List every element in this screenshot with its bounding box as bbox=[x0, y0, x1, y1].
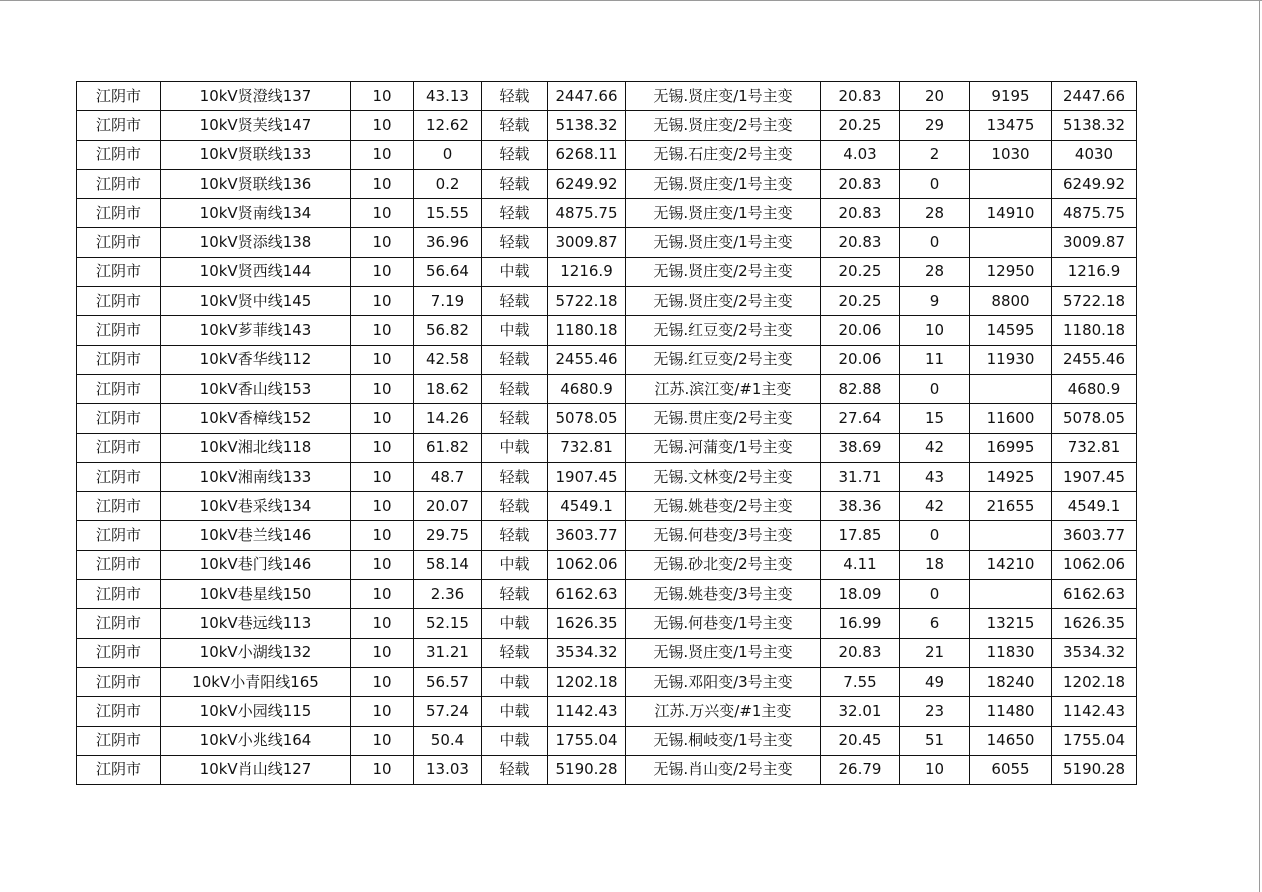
feeder-name-cell: 10kV贤西线144 bbox=[161, 257, 351, 286]
load-status-cell: 中载 bbox=[482, 550, 548, 579]
load-rate-cell: 42.58 bbox=[414, 345, 482, 374]
page-top-border bbox=[0, 0, 1262, 1]
voltage-cell: 10 bbox=[351, 492, 414, 521]
voltage-cell: 10 bbox=[351, 287, 414, 316]
load-rate-cell: 43.13 bbox=[414, 82, 482, 111]
city-cell: 江阴市 bbox=[77, 287, 161, 316]
transformer-cell: 江苏.滨江变/#1主变 bbox=[626, 374, 821, 403]
load-rate-cell: 57.24 bbox=[414, 697, 482, 726]
table-row bbox=[77, 521, 1137, 550]
city-cell: 江阴市 bbox=[77, 316, 161, 345]
city-cell: 江阴市 bbox=[77, 521, 161, 550]
load-status-cell: 轻载 bbox=[482, 374, 548, 403]
capacity-cell bbox=[970, 374, 1052, 403]
transformer-cell: 无锡.贤庄变/1号主变 bbox=[626, 638, 821, 667]
available-capacity-cell: 4875.75 bbox=[548, 199, 626, 228]
city-cell: 江阴市 bbox=[77, 755, 161, 784]
transformer-cell: 无锡.贤庄变/1号主变 bbox=[626, 82, 821, 111]
feeder-name-cell: 10kV贤芙线147 bbox=[161, 111, 351, 140]
transformer-rate-cell: 20.83 bbox=[821, 199, 900, 228]
available-capacity-cell: 5190.28 bbox=[548, 755, 626, 784]
voltage-cell: 10 bbox=[351, 228, 414, 257]
available-capacity-cell: 1216.9 bbox=[548, 257, 626, 286]
transformer-cell: 无锡.河蒲变/1号主变 bbox=[626, 433, 821, 462]
count-cell: 15 bbox=[900, 404, 970, 433]
city-cell: 江阴市 bbox=[77, 550, 161, 579]
margin-cell: 4030 bbox=[1052, 140, 1137, 169]
load-status-cell: 轻载 bbox=[482, 345, 548, 374]
city-cell: 江阴市 bbox=[77, 169, 161, 198]
load-rate-cell: 7.19 bbox=[414, 287, 482, 316]
city-cell: 江阴市 bbox=[77, 638, 161, 667]
count-cell: 18 bbox=[900, 550, 970, 579]
transformer-rate-cell: 20.83 bbox=[821, 228, 900, 257]
margin-cell: 4549.1 bbox=[1052, 492, 1137, 521]
transformer-rate-cell: 17.85 bbox=[821, 521, 900, 550]
count-cell: 21 bbox=[900, 638, 970, 667]
city-cell: 江阴市 bbox=[77, 140, 161, 169]
transformer-cell: 无锡.砂北变/2号主变 bbox=[626, 550, 821, 579]
margin-cell: 2447.66 bbox=[1052, 82, 1137, 111]
voltage-cell: 10 bbox=[351, 169, 414, 198]
transformer-rate-cell: 82.88 bbox=[821, 374, 900, 403]
transformer-cell: 江苏.万兴变/#1主变 bbox=[626, 697, 821, 726]
transformer-rate-cell: 20.06 bbox=[821, 345, 900, 374]
feeder-load-table bbox=[76, 81, 1137, 785]
feeder-name-cell: 10kV贤中线145 bbox=[161, 287, 351, 316]
table-row bbox=[77, 228, 1137, 257]
available-capacity-cell: 5722.18 bbox=[548, 287, 626, 316]
city-cell: 江阴市 bbox=[77, 726, 161, 755]
voltage-cell: 10 bbox=[351, 316, 414, 345]
available-capacity-cell: 3603.77 bbox=[548, 521, 626, 550]
city-cell: 江阴市 bbox=[77, 111, 161, 140]
table-row bbox=[77, 433, 1137, 462]
capacity-cell: 11600 bbox=[970, 404, 1052, 433]
voltage-cell: 10 bbox=[351, 580, 414, 609]
feeder-name-cell: 10kV小湖线132 bbox=[161, 638, 351, 667]
table-row bbox=[77, 726, 1137, 755]
margin-cell: 1626.35 bbox=[1052, 609, 1137, 638]
capacity-cell bbox=[970, 169, 1052, 198]
load-status-cell: 轻载 bbox=[482, 169, 548, 198]
city-cell: 江阴市 bbox=[77, 404, 161, 433]
table-row bbox=[77, 492, 1137, 521]
available-capacity-cell: 1202.18 bbox=[548, 667, 626, 696]
voltage-cell: 10 bbox=[351, 257, 414, 286]
voltage-cell: 10 bbox=[351, 140, 414, 169]
transformer-cell: 无锡.贤庄变/2号主变 bbox=[626, 257, 821, 286]
feeder-name-cell: 10kV巷远线113 bbox=[161, 609, 351, 638]
count-cell: 10 bbox=[900, 316, 970, 345]
voltage-cell: 10 bbox=[351, 462, 414, 491]
load-rate-cell: 15.55 bbox=[414, 199, 482, 228]
feeder-name-cell: 10kV贤南线134 bbox=[161, 199, 351, 228]
transformer-rate-cell: 4.11 bbox=[821, 550, 900, 579]
count-cell: 42 bbox=[900, 433, 970, 462]
voltage-cell: 10 bbox=[351, 82, 414, 111]
count-cell: 0 bbox=[900, 580, 970, 609]
city-cell: 江阴市 bbox=[77, 228, 161, 257]
table-row bbox=[77, 140, 1137, 169]
transformer-rate-cell: 20.83 bbox=[821, 638, 900, 667]
capacity-cell: 6055 bbox=[970, 755, 1052, 784]
feeder-name-cell: 10kV湘北线118 bbox=[161, 433, 351, 462]
load-status-cell: 中载 bbox=[482, 609, 548, 638]
transformer-cell: 无锡.何巷变/3号主变 bbox=[626, 521, 821, 550]
city-cell: 江阴市 bbox=[77, 462, 161, 491]
load-rate-cell: 48.7 bbox=[414, 462, 482, 491]
transformer-rate-cell: 38.69 bbox=[821, 433, 900, 462]
margin-cell: 3534.32 bbox=[1052, 638, 1137, 667]
transformer-cell: 无锡.姚巷变/2号主变 bbox=[626, 492, 821, 521]
available-capacity-cell: 2455.46 bbox=[548, 345, 626, 374]
capacity-cell bbox=[970, 580, 1052, 609]
transformer-rate-cell: 38.36 bbox=[821, 492, 900, 521]
capacity-cell: 18240 bbox=[970, 667, 1052, 696]
capacity-cell: 11480 bbox=[970, 697, 1052, 726]
load-rate-cell: 0 bbox=[414, 140, 482, 169]
table-row bbox=[77, 169, 1137, 198]
load-rate-cell: 14.26 bbox=[414, 404, 482, 433]
transformer-cell: 无锡.贤庄变/1号主变 bbox=[626, 199, 821, 228]
load-rate-cell: 20.07 bbox=[414, 492, 482, 521]
load-status-cell: 中载 bbox=[482, 697, 548, 726]
table-row bbox=[77, 111, 1137, 140]
capacity-cell: 14595 bbox=[970, 316, 1052, 345]
voltage-cell: 10 bbox=[351, 697, 414, 726]
count-cell: 42 bbox=[900, 492, 970, 521]
transformer-cell: 无锡.贤庄变/2号主变 bbox=[626, 287, 821, 316]
margin-cell: 5138.32 bbox=[1052, 111, 1137, 140]
count-cell: 10 bbox=[900, 755, 970, 784]
capacity-cell bbox=[970, 228, 1052, 257]
city-cell: 江阴市 bbox=[77, 697, 161, 726]
margin-cell: 1062.06 bbox=[1052, 550, 1137, 579]
available-capacity-cell: 732.81 bbox=[548, 433, 626, 462]
capacity-cell: 11930 bbox=[970, 345, 1052, 374]
margin-cell: 4680.9 bbox=[1052, 374, 1137, 403]
count-cell: 2 bbox=[900, 140, 970, 169]
city-cell: 江阴市 bbox=[77, 609, 161, 638]
transformer-rate-cell: 16.99 bbox=[821, 609, 900, 638]
feeder-name-cell: 10kV巷星线150 bbox=[161, 580, 351, 609]
available-capacity-cell: 6162.63 bbox=[548, 580, 626, 609]
margin-cell: 1907.45 bbox=[1052, 462, 1137, 491]
transformer-rate-cell: 20.25 bbox=[821, 111, 900, 140]
count-cell: 29 bbox=[900, 111, 970, 140]
city-cell: 江阴市 bbox=[77, 199, 161, 228]
table-row bbox=[77, 374, 1137, 403]
count-cell: 0 bbox=[900, 228, 970, 257]
margin-cell: 2455.46 bbox=[1052, 345, 1137, 374]
load-rate-cell: 31.21 bbox=[414, 638, 482, 667]
load-rate-cell: 29.75 bbox=[414, 521, 482, 550]
count-cell: 20 bbox=[900, 82, 970, 111]
capacity-cell: 8800 bbox=[970, 287, 1052, 316]
feeder-name-cell: 10kV小园线115 bbox=[161, 697, 351, 726]
load-rate-cell: 56.57 bbox=[414, 667, 482, 696]
available-capacity-cell: 2447.66 bbox=[548, 82, 626, 111]
table-row bbox=[77, 257, 1137, 286]
feeder-name-cell: 10kV湘南线133 bbox=[161, 462, 351, 491]
margin-cell: 5722.18 bbox=[1052, 287, 1137, 316]
feeder-name-cell: 10kV香华线112 bbox=[161, 345, 351, 374]
transformer-rate-cell: 31.71 bbox=[821, 462, 900, 491]
transformer-cell: 无锡.文林变/2号主变 bbox=[626, 462, 821, 491]
available-capacity-cell: 1907.45 bbox=[548, 462, 626, 491]
transformer-rate-cell: 4.03 bbox=[821, 140, 900, 169]
count-cell: 0 bbox=[900, 169, 970, 198]
margin-cell: 732.81 bbox=[1052, 433, 1137, 462]
load-rate-cell: 61.82 bbox=[414, 433, 482, 462]
transformer-cell: 无锡.红豆变/2号主变 bbox=[626, 316, 821, 345]
table-row bbox=[77, 609, 1137, 638]
feeder-name-cell: 10kV香山线153 bbox=[161, 374, 351, 403]
transformer-rate-cell: 20.45 bbox=[821, 726, 900, 755]
table-row bbox=[77, 82, 1137, 111]
available-capacity-cell: 4549.1 bbox=[548, 492, 626, 521]
transformer-rate-cell: 18.09 bbox=[821, 580, 900, 609]
city-cell: 江阴市 bbox=[77, 492, 161, 521]
feeder-name-cell: 10kV小青阳线165 bbox=[161, 667, 351, 696]
voltage-cell: 10 bbox=[351, 521, 414, 550]
load-status-cell: 中载 bbox=[482, 257, 548, 286]
count-cell: 0 bbox=[900, 374, 970, 403]
feeder-name-cell: 10kV巷兰线146 bbox=[161, 521, 351, 550]
feeder-name-cell: 10kV贤澄线137 bbox=[161, 82, 351, 111]
city-cell: 江阴市 bbox=[77, 433, 161, 462]
available-capacity-cell: 1062.06 bbox=[548, 550, 626, 579]
table-row bbox=[77, 287, 1137, 316]
count-cell: 28 bbox=[900, 199, 970, 228]
transformer-cell: 无锡.肖山变/2号主变 bbox=[626, 755, 821, 784]
load-rate-cell: 56.82 bbox=[414, 316, 482, 345]
load-status-cell: 轻载 bbox=[482, 521, 548, 550]
city-cell: 江阴市 bbox=[77, 580, 161, 609]
load-status-cell: 轻载 bbox=[482, 111, 548, 140]
transformer-cell: 无锡.贤庄变/1号主变 bbox=[626, 228, 821, 257]
load-status-cell: 中载 bbox=[482, 433, 548, 462]
load-status-cell: 中载 bbox=[482, 726, 548, 755]
available-capacity-cell: 3534.32 bbox=[548, 638, 626, 667]
load-status-cell: 轻载 bbox=[482, 140, 548, 169]
transformer-rate-cell: 27.64 bbox=[821, 404, 900, 433]
count-cell: 0 bbox=[900, 521, 970, 550]
transformer-rate-cell: 20.83 bbox=[821, 169, 900, 198]
count-cell: 49 bbox=[900, 667, 970, 696]
voltage-cell: 10 bbox=[351, 404, 414, 433]
capacity-cell: 13475 bbox=[970, 111, 1052, 140]
load-status-cell: 轻载 bbox=[482, 638, 548, 667]
available-capacity-cell: 6268.11 bbox=[548, 140, 626, 169]
feeder-name-cell: 10kV贤联线133 bbox=[161, 140, 351, 169]
margin-cell: 1202.18 bbox=[1052, 667, 1137, 696]
count-cell: 6 bbox=[900, 609, 970, 638]
page-right-border bbox=[1259, 0, 1260, 892]
transformer-cell: 无锡.红豆变/2号主变 bbox=[626, 345, 821, 374]
margin-cell: 3603.77 bbox=[1052, 521, 1137, 550]
available-capacity-cell: 1755.04 bbox=[548, 726, 626, 755]
capacity-cell: 14650 bbox=[970, 726, 1052, 755]
transformer-cell: 无锡.贤庄变/1号主变 bbox=[626, 169, 821, 198]
feeder-name-cell: 10kV贤添线138 bbox=[161, 228, 351, 257]
available-capacity-cell: 4680.9 bbox=[548, 374, 626, 403]
voltage-cell: 10 bbox=[351, 755, 414, 784]
capacity-cell: 1030 bbox=[970, 140, 1052, 169]
margin-cell: 5078.05 bbox=[1052, 404, 1137, 433]
feeder-name-cell: 10kV小兆线164 bbox=[161, 726, 351, 755]
available-capacity-cell: 6249.92 bbox=[548, 169, 626, 198]
capacity-cell: 9195 bbox=[970, 82, 1052, 111]
capacity-cell: 14910 bbox=[970, 199, 1052, 228]
load-status-cell: 轻载 bbox=[482, 228, 548, 257]
load-rate-cell: 13.03 bbox=[414, 755, 482, 784]
transformer-rate-cell: 20.25 bbox=[821, 287, 900, 316]
capacity-cell bbox=[970, 521, 1052, 550]
table-row bbox=[77, 199, 1137, 228]
count-cell: 11 bbox=[900, 345, 970, 374]
load-status-cell: 轻载 bbox=[482, 404, 548, 433]
margin-cell: 4875.75 bbox=[1052, 199, 1137, 228]
transformer-cell: 无锡.桐岐变/1号主变 bbox=[626, 726, 821, 755]
transformer-cell: 无锡.何巷变/1号主变 bbox=[626, 609, 821, 638]
available-capacity-cell: 1180.18 bbox=[548, 316, 626, 345]
margin-cell: 3009.87 bbox=[1052, 228, 1137, 257]
table-body bbox=[77, 82, 1137, 785]
table-row bbox=[77, 667, 1137, 696]
load-rate-cell: 2.36 bbox=[414, 580, 482, 609]
city-cell: 江阴市 bbox=[77, 257, 161, 286]
transformer-cell: 无锡.姚巷变/3号主变 bbox=[626, 580, 821, 609]
margin-cell: 5190.28 bbox=[1052, 755, 1137, 784]
capacity-cell: 16995 bbox=[970, 433, 1052, 462]
feeder-name-cell: 10kV香樟线152 bbox=[161, 404, 351, 433]
load-status-cell: 中载 bbox=[482, 316, 548, 345]
count-cell: 28 bbox=[900, 257, 970, 286]
count-cell: 51 bbox=[900, 726, 970, 755]
load-status-cell: 轻载 bbox=[482, 82, 548, 111]
transformer-rate-cell: 26.79 bbox=[821, 755, 900, 784]
load-rate-cell: 36.96 bbox=[414, 228, 482, 257]
load-status-cell: 轻载 bbox=[482, 755, 548, 784]
transformer-cell: 无锡.贤庄变/2号主变 bbox=[626, 111, 821, 140]
count-cell: 23 bbox=[900, 697, 970, 726]
capacity-cell: 12950 bbox=[970, 257, 1052, 286]
available-capacity-cell: 1626.35 bbox=[548, 609, 626, 638]
voltage-cell: 10 bbox=[351, 111, 414, 140]
load-rate-cell: 18.62 bbox=[414, 374, 482, 403]
load-status-cell: 轻载 bbox=[482, 492, 548, 521]
load-rate-cell: 0.2 bbox=[414, 169, 482, 198]
transformer-rate-cell: 20.06 bbox=[821, 316, 900, 345]
table-row bbox=[77, 345, 1137, 374]
voltage-cell: 10 bbox=[351, 550, 414, 579]
load-rate-cell: 58.14 bbox=[414, 550, 482, 579]
table-row bbox=[77, 755, 1137, 784]
capacity-cell: 14925 bbox=[970, 462, 1052, 491]
load-status-cell: 轻载 bbox=[482, 462, 548, 491]
capacity-cell: 13215 bbox=[970, 609, 1052, 638]
margin-cell: 6249.92 bbox=[1052, 169, 1137, 198]
load-rate-cell: 50.4 bbox=[414, 726, 482, 755]
feeder-name-cell: 10kV巷采线134 bbox=[161, 492, 351, 521]
available-capacity-cell: 3009.87 bbox=[548, 228, 626, 257]
available-capacity-cell: 5138.32 bbox=[548, 111, 626, 140]
voltage-cell: 10 bbox=[351, 345, 414, 374]
city-cell: 江阴市 bbox=[77, 345, 161, 374]
count-cell: 43 bbox=[900, 462, 970, 491]
load-rate-cell: 12.62 bbox=[414, 111, 482, 140]
city-cell: 江阴市 bbox=[77, 667, 161, 696]
load-rate-cell: 52.15 bbox=[414, 609, 482, 638]
margin-cell: 1755.04 bbox=[1052, 726, 1137, 755]
voltage-cell: 10 bbox=[351, 433, 414, 462]
voltage-cell: 10 bbox=[351, 609, 414, 638]
city-cell: 江阴市 bbox=[77, 374, 161, 403]
load-rate-cell: 56.64 bbox=[414, 257, 482, 286]
voltage-cell: 10 bbox=[351, 667, 414, 696]
margin-cell: 6162.63 bbox=[1052, 580, 1137, 609]
margin-cell: 1180.18 bbox=[1052, 316, 1137, 345]
feeder-name-cell: 10kV肖山线127 bbox=[161, 755, 351, 784]
city-cell: 江阴市 bbox=[77, 82, 161, 111]
load-status-cell: 轻载 bbox=[482, 287, 548, 316]
transformer-cell: 无锡.贯庄变/2号主变 bbox=[626, 404, 821, 433]
voltage-cell: 10 bbox=[351, 638, 414, 667]
transformer-rate-cell: 7.55 bbox=[821, 667, 900, 696]
voltage-cell: 10 bbox=[351, 374, 414, 403]
voltage-cell: 10 bbox=[351, 726, 414, 755]
capacity-cell: 21655 bbox=[970, 492, 1052, 521]
table-row bbox=[77, 462, 1137, 491]
load-status-cell: 轻载 bbox=[482, 580, 548, 609]
capacity-cell: 11830 bbox=[970, 638, 1052, 667]
capacity-cell: 14210 bbox=[970, 550, 1052, 579]
transformer-rate-cell: 20.25 bbox=[821, 257, 900, 286]
available-capacity-cell: 1142.43 bbox=[548, 697, 626, 726]
margin-cell: 1216.9 bbox=[1052, 257, 1137, 286]
transformer-cell: 无锡.石庄变/2号主变 bbox=[626, 140, 821, 169]
table-row bbox=[77, 316, 1137, 345]
voltage-cell: 10 bbox=[351, 199, 414, 228]
feeder-name-cell: 10kV巷门线146 bbox=[161, 550, 351, 579]
count-cell: 9 bbox=[900, 287, 970, 316]
transformer-rate-cell: 20.83 bbox=[821, 82, 900, 111]
transformer-rate-cell: 32.01 bbox=[821, 697, 900, 726]
table-row bbox=[77, 580, 1137, 609]
feeder-name-cell: 10kV芗菲线143 bbox=[161, 316, 351, 345]
table-row bbox=[77, 550, 1137, 579]
margin-cell: 1142.43 bbox=[1052, 697, 1137, 726]
feeder-name-cell: 10kV贤联线136 bbox=[161, 169, 351, 198]
load-status-cell: 中载 bbox=[482, 667, 548, 696]
table-row bbox=[77, 638, 1137, 667]
transformer-cell: 无锡.邓阳变/3号主变 bbox=[626, 667, 821, 696]
table-row bbox=[77, 697, 1137, 726]
load-status-cell: 轻载 bbox=[482, 199, 548, 228]
table-row bbox=[77, 404, 1137, 433]
available-capacity-cell: 5078.05 bbox=[548, 404, 626, 433]
